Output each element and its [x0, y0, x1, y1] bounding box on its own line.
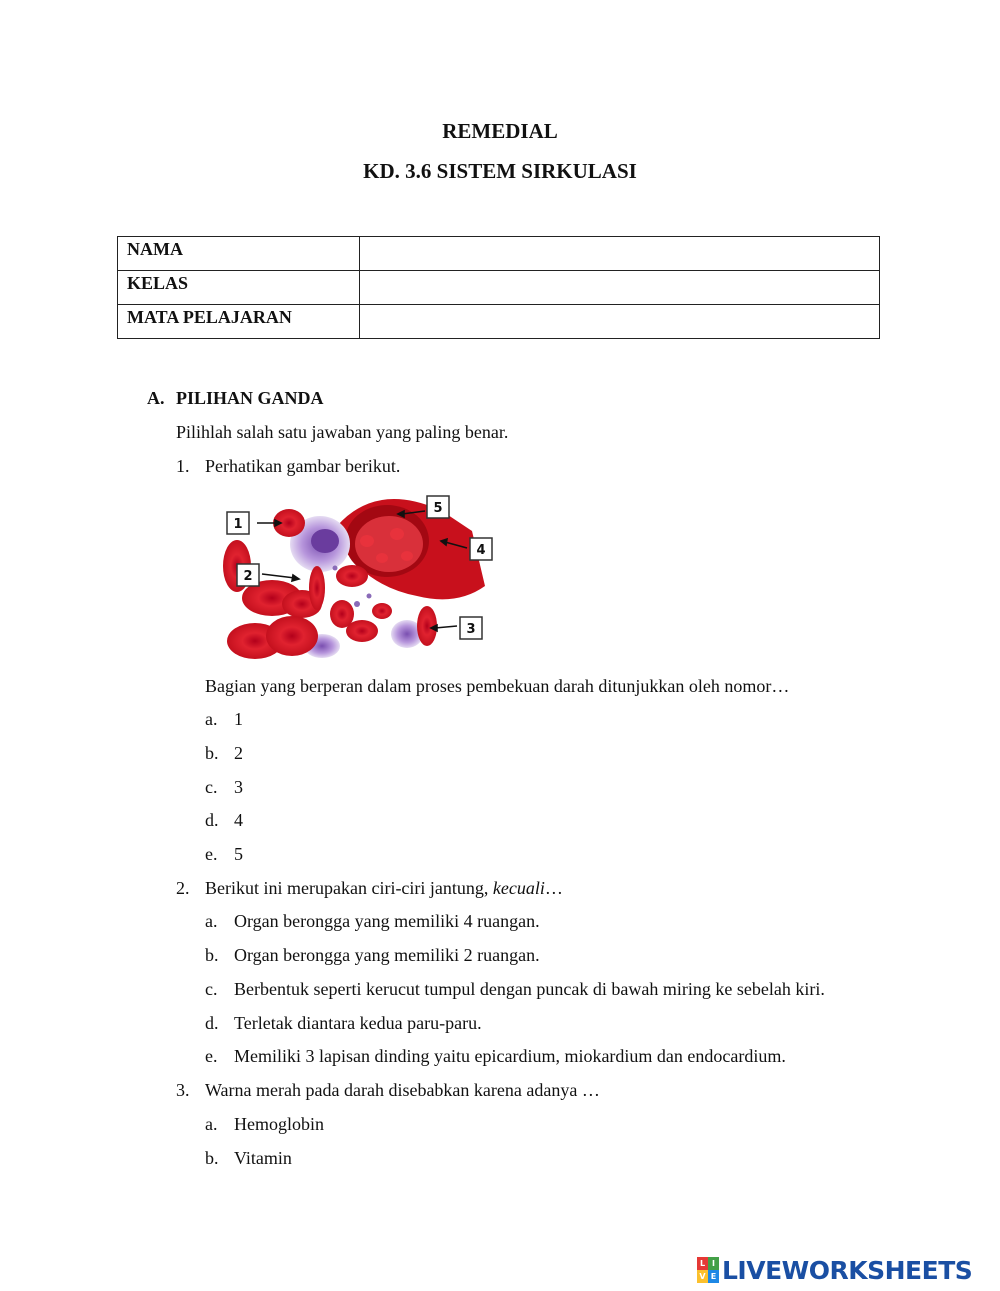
option-text: 2: [234, 743, 243, 763]
worksheet-subtitle: KD. 3.6 SISTEM SIRKULASI: [363, 159, 637, 183]
class-field[interactable]: [360, 271, 880, 305]
logo-text: LIVEWORKSHEETS: [722, 1255, 973, 1285]
logo-icon-letter: V: [697, 1270, 708, 1283]
question-text: Perhatikan gambar berikut.: [205, 456, 401, 476]
option-text: Terletak diantara kedua paru-paru.: [234, 1013, 482, 1033]
figure-label: 4: [476, 543, 486, 558]
figure-label: 3: [466, 622, 476, 637]
question-prompt: Bagian yang berperan dalam proses pembekuan darah ditunjukkan oleh nomor…: [205, 676, 790, 696]
option-3a[interactable]: [205, 1113, 324, 1135]
option-text: 5: [234, 844, 243, 864]
question-number: 3.: [176, 1080, 190, 1100]
question-1: [176, 455, 400, 477]
option-letter: e.: [205, 844, 218, 864]
identity-table: [117, 236, 880, 339]
table-row: [118, 305, 880, 339]
section-title: PILIHAN GANDA: [176, 388, 324, 408]
option-text: Memiliki 3 lapisan dinding yaitu epicardium, miokardium dan endocardium.: [234, 1046, 786, 1066]
option-text: Vitamin: [234, 1148, 292, 1168]
blood-cells-figure: [217, 486, 500, 659]
option-letter: b.: [205, 743, 219, 763]
section-marker: A.: [147, 388, 165, 408]
option-2e[interactable]: [205, 1045, 786, 1067]
question-ellipsis: …: [544, 878, 563, 898]
option-letter: e.: [205, 1046, 218, 1066]
figure-label: 5: [433, 501, 443, 516]
question-number: 1.: [176, 456, 190, 476]
liveworksheets-logo[interactable]: [697, 1255, 972, 1285]
name-field[interactable]: [360, 237, 880, 271]
option-letter: d.: [205, 810, 219, 830]
option-1d[interactable]: [205, 809, 243, 831]
option-1e[interactable]: [205, 843, 243, 865]
option-text: 1: [234, 709, 243, 729]
option-2c[interactable]: [205, 978, 825, 1000]
question-number: 2.: [176, 878, 190, 898]
option-1c[interactable]: [205, 776, 243, 798]
figure-label: 1: [233, 517, 243, 532]
option-3b[interactable]: [205, 1147, 292, 1169]
logo-icon: [697, 1257, 719, 1283]
logo-icon-letter: L: [697, 1257, 708, 1270]
option-letter: b.: [205, 1148, 219, 1168]
table-row: [118, 237, 880, 271]
option-letter: a.: [205, 911, 218, 931]
option-2b[interactable]: [205, 944, 540, 966]
figure-label: 2: [243, 569, 253, 584]
option-1a[interactable]: [205, 708, 243, 730]
option-text: Organ berongga yang memiliki 2 ruangan.: [234, 945, 540, 965]
option-text: 3: [234, 777, 243, 797]
question-2: [176, 877, 563, 899]
logo-icon-letter: E: [708, 1270, 719, 1283]
option-letter: c.: [205, 979, 218, 999]
name-label: NAMA: [118, 237, 360, 271]
option-2a[interactable]: [205, 910, 540, 932]
instruction-text: Pilihlah salah satu jawaban yang paling benar.: [176, 422, 509, 442]
option-1b[interactable]: [205, 742, 243, 764]
logo-icon-letter: I: [708, 1257, 719, 1270]
section-heading: [147, 387, 324, 409]
question-text: Berikut ini merupakan ciri-ciri jantung,: [205, 878, 493, 898]
option-text: Organ berongga yang memiliki 4 ruangan.: [234, 911, 540, 931]
option-text: Hemoglobin: [234, 1114, 324, 1134]
table-row: [118, 271, 880, 305]
option-letter: a.: [205, 709, 218, 729]
question-3: [176, 1079, 600, 1101]
question-text: Warna merah pada darah disebabkan karena adanya …: [205, 1080, 600, 1100]
option-text: Berbentuk seperti kerucut tumpul dengan puncak di bawah miring ke sebelah kiri.: [234, 979, 825, 999]
option-2d[interactable]: [205, 1012, 482, 1034]
option-text: 4: [234, 810, 243, 830]
subject-field[interactable]: [360, 305, 880, 339]
worksheet-title: REMEDIAL: [442, 119, 558, 143]
option-letter: a.: [205, 1114, 218, 1134]
subject-label: MATA PELAJARAN: [118, 305, 360, 339]
option-letter: b.: [205, 945, 219, 965]
option-letter: d.: [205, 1013, 219, 1033]
class-label: KELAS: [118, 271, 360, 305]
question-emphasis: kecuali: [492, 878, 545, 898]
option-letter: c.: [205, 777, 218, 797]
